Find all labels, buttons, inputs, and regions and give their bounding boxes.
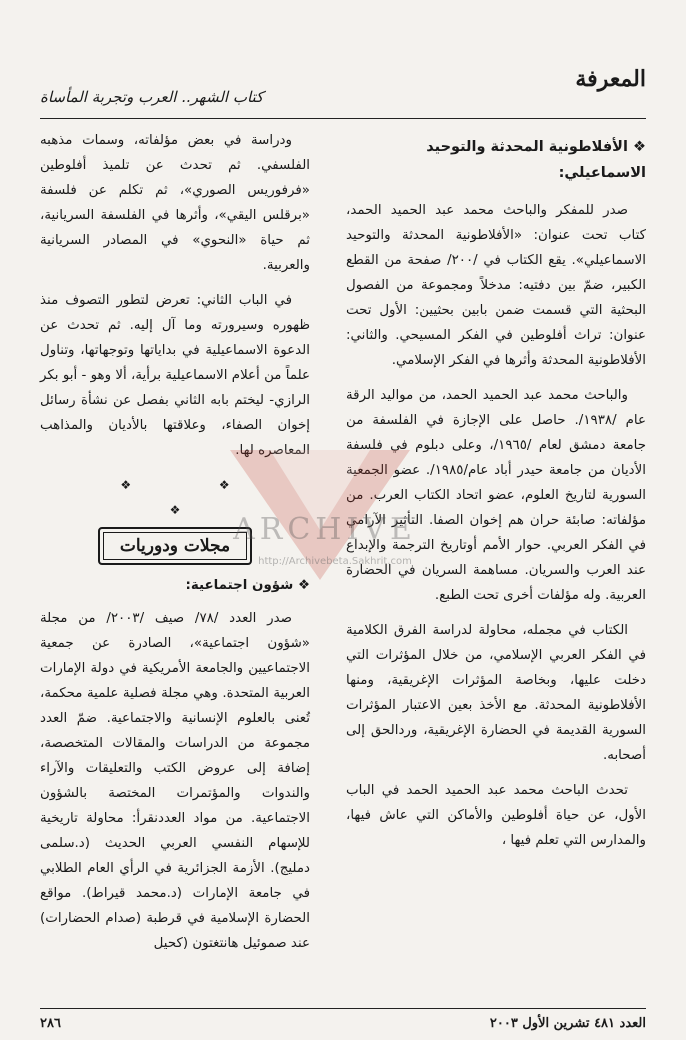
paragraph: صدر العدد /٧٨/ صيف /٢٠٠٣/ من مجلة «شؤون اجتماعية»، الصادرة عن جمعية الاجتماعيين والجامعة الأمريكية في دولة الإمارات العربية المتحدة. وهي مجلة فصلية علمية محكمة، تُعنى بالعلوم الإنسانية والاجتماعية. ضمّ العدد مجموعة من الدراسات والمقالات المتخصصة، إضافة إلى عروض الكتب والتعليقات والآراء والندوات والمؤتمرات المختصة بالشؤون الاجتماعية. من مواد العددنقرأ: محاولة تاريخية للإسهام النفسي العربي الحديث (د.سلمى دمليج). الأزمة الجزائرية في الرأي العام الطلابي في جامعة الإمارات (د.محمد قيراط). مواقع الحضارة الإسلامية في قرطبة (صدام الحضارات) عند صموئيل هانتغتون (كحيل bbox=[40, 611, 310, 951]
section-title: ❖ الأفلاطونية المحدثة والتوحيد الاسماعيلي: bbox=[426, 139, 646, 181]
header-divider bbox=[40, 118, 646, 119]
paragraph: صدر للمفكر والباحث محمد عبد الحميد الحمد، كتاب تحت عنوان: «الأفلاطونية المحدثة والتوحيد الاسماعيلي». يقع الكتاب في /٢٠٠/ صفحة من القطع الكبير، ضمّ بين دفتيه: مدخلاً ومجموعة من الفصول البحثية التي قسمت ضمن بابين بحثيين: الأول تحت عنوان: تراث أفلوطين في الفكر المسيحي. والثاني: الأفلاطونية المحدثة وأثرها في الفكر الإسلامي. bbox=[346, 203, 646, 368]
running-title: كتاب الشهر.. العرب وتجربة المأساة bbox=[40, 88, 264, 106]
section-banner: مجلات ودوريات bbox=[98, 527, 252, 565]
magazine-logo: المعرفة bbox=[575, 66, 646, 92]
subsection-title: ❖ شؤون اجتماعية: bbox=[185, 578, 310, 593]
paragraph: ودراسة في بعض مؤلفاته، وسمات مذهبه الفلسفي. ثم تحدث عن تلميذ أفلوطين «فرفوريس الصوري»، ثم تكلم عن فلسفة «برقلس اليقي»، وأثرها في الفلسفة السريانية، ثم حياة «النحوي» في المصادر السريانية والعربية. bbox=[40, 133, 310, 273]
watermark-text: ARCHIVE bbox=[233, 512, 417, 547]
page-number: ٢٨٦ bbox=[40, 1016, 61, 1031]
page-header bbox=[40, 58, 646, 114]
watermark-url: http://Archivebeta.Sakhrit.com bbox=[258, 556, 412, 567]
diamond-ornament-icon: ❖ ❖ ❖ bbox=[120, 478, 272, 517]
right-column bbox=[346, 128, 646, 863]
paragraph: في الباب الثاني: تعرض لتطور التصوف منذ ظهوره وسيرورته وما آل إليه. ثم تحدث عن الدعوة الاسماعيلية في بداياتها وتوجهاتها، وتناول علماً من أعلام الاسماعيلية برأية، ألا وهو - أبو بكر الرازي- ليختم بابه الثاني بفصل عن نشأة رسائل إخوان الصفاء، وعلاقتها بالأديان والمذاهب المعاصره لها. bbox=[40, 293, 310, 458]
paragraph: الكتاب في مجمله، محاولة لدراسة الفرق الكلامية في الفكر العربي الإسلامي، من خلال المؤثرات التي دخلت عليها، وبخاصة المؤثرات الإغريقية، ومنها الأفلاطونية المحدثة. مع الأخذ بعين الاعتبار المؤثرات السورية القديمة في الحضارة الإغريقية، وردالحق إلى أصحابه. bbox=[346, 623, 646, 763]
footer-issue: العدد ٤٨١ تشرين الأول ٢٠٠٣ bbox=[489, 1016, 646, 1031]
footer-divider bbox=[40, 1008, 646, 1009]
left-column bbox=[40, 128, 310, 966]
paragraph: تحدث الباحث محمد عبد الحميد الحمد في الباب الأول، عن حياة أفلوطين والأماكن التي عاش فيها، والمدارس التي تعلم فيها ، bbox=[346, 783, 646, 848]
paragraph: والباحث محمد عبد الحميد الحمد، من مواليد الرقة عام /١٩٣٨/. حاصل على الإجازة في الفلسفة من جامعة دمشق لعام /١٩٦٥/، وعلى دبلوم في فلسفة الأديان من جامعة حيدر أباد عام/١٩٨٥/. عضو الجمعية السورية لتاريخ العلوم، عضو اتحاد الكتاب العرب. من مؤلفاته: صابئة حران هم إخوان الصفا. التأثير الآرامي في الفكر العربي. حوار الأمم أوتاريخ الترجمة والإبداع عند العرب والسريان. مساهمة السريان في الحضارة العربية. وله مؤلفات أخرى تحت الطبع. bbox=[346, 388, 646, 603]
